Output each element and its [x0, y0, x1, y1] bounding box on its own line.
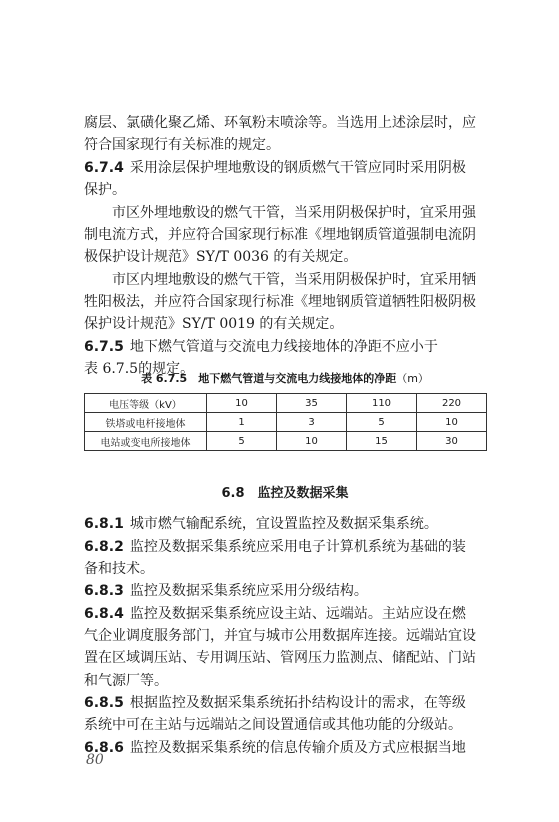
- table-cell: 3: [277, 413, 347, 432]
- page-number: 80: [86, 752, 104, 768]
- text-line: 牲阳极法，并应符合国家现行标准《埋地钢质管道牺牲阳极阴极: [84, 294, 476, 310]
- section-title: 6.8 监控及数据采集: [221, 486, 349, 501]
- clause-number: 6.8.6: [84, 740, 124, 756]
- text-line: 保护设计规范》SY/T 0019 的有关规定。: [84, 316, 344, 332]
- table-row: [85, 394, 487, 413]
- text-line: 制电流方式，并应符合国家现行标准《埋地钢质管道强制电流阴: [84, 227, 476, 243]
- text-line: 系统中可在主站与远端站之间设置通信或其他功能的分级站。: [84, 717, 462, 733]
- text-line: 符合国家现行有关标准的规定。: [84, 137, 280, 153]
- text-line: 腐层、氯磺化聚乙烯、环氧粉末喷涂等。当选用上述涂层时，应: [84, 115, 476, 131]
- clause-number: 6.8.2: [84, 539, 124, 555]
- table-cell: 5: [347, 413, 417, 432]
- clause-6-8-5: 6.8.5 根据监控及数据采集系统拓扑结构设计的需求，在等级: [84, 695, 466, 711]
- text-line: 市区内埋地敷设的燃气干管，当采用阴极保护时，宜采用牺: [112, 272, 476, 288]
- table-row: [85, 413, 487, 432]
- clause-number: 6.8.5: [84, 695, 124, 711]
- clause-6-8-3: 6.8.3 监控及数据采集系统应采用分级结构。: [84, 583, 368, 599]
- table-cell: 220: [417, 394, 487, 413]
- text-line: 极保护设计规范》SY/T 0036 的有关规定。: [84, 249, 358, 265]
- table-cell: 15: [347, 432, 417, 451]
- table-cell: 铁塔或电杆接地体: [85, 413, 207, 432]
- text-line: 置在区域调压站、专用调压站、管网压力监测点、储配站、门站: [84, 650, 476, 666]
- table-cell: 110: [347, 394, 417, 413]
- table-cell: 10: [417, 413, 487, 432]
- clause-number: 6.8.4: [84, 606, 124, 622]
- clause-6-8-4: 6.8.4 监控及数据采集系统应设主站、远端站。主站应设在燃: [84, 606, 466, 622]
- clearance-table: [84, 393, 487, 451]
- table-cell: 10: [277, 432, 347, 451]
- clause-number: 6.7.5: [84, 339, 124, 355]
- table-cell: 电站或变电所接地体: [85, 432, 207, 451]
- text-line: 备和技术。: [84, 561, 154, 577]
- clause-6-8-6: 6.8.6 监控及数据采集系统的信息传输介质及方式应根据当地: [84, 740, 466, 756]
- clause-6-8-1: 6.8.1 城市燃气输配系统，宜设置监控及数据采集系统。: [84, 516, 438, 532]
- table-cell: 1: [207, 413, 277, 432]
- table-cell: 30: [417, 432, 487, 451]
- table-cell: 电压等级（kV）: [85, 394, 207, 413]
- text-line: 保护。: [84, 182, 126, 198]
- clause-number: 6.8.3: [84, 583, 124, 599]
- text-line: 和气源厂等。: [84, 673, 168, 689]
- table-caption: 表 6.7.5 地下燃气管道与交流电力线接地体的净距（m）: [141, 372, 429, 385]
- clause-6-7-5: 6.7.5 地下燃气管道与交流电力线接地体的净距不应小于: [84, 339, 438, 355]
- table-cell: 35: [277, 394, 347, 413]
- text-line: 市区外埋地敷设的燃气干管，当采用阴极保护时，宜采用强: [112, 205, 476, 221]
- table-cell: 5: [207, 432, 277, 451]
- clause-number: 6.7.4: [84, 160, 124, 176]
- table-unit: （m）: [396, 372, 429, 385]
- clause-6-7-4: 6.7.4 采用涂层保护埋地敷设的钢质燃气干管应同时采用阴极: [84, 160, 466, 176]
- clause-number: 6.8.1: [84, 516, 124, 532]
- table-cell: 10: [207, 394, 277, 413]
- text-line: 气企业调度服务部门，并宜与城市公用数据库连接。远端站宜设: [84, 628, 476, 644]
- table-row: [85, 432, 487, 451]
- clause-6-8-2: 6.8.2 监控及数据采集系统应采用电子计算机系统为基础的装: [84, 539, 466, 555]
- text-line: 表 6.7.5的规定。: [84, 361, 195, 377]
